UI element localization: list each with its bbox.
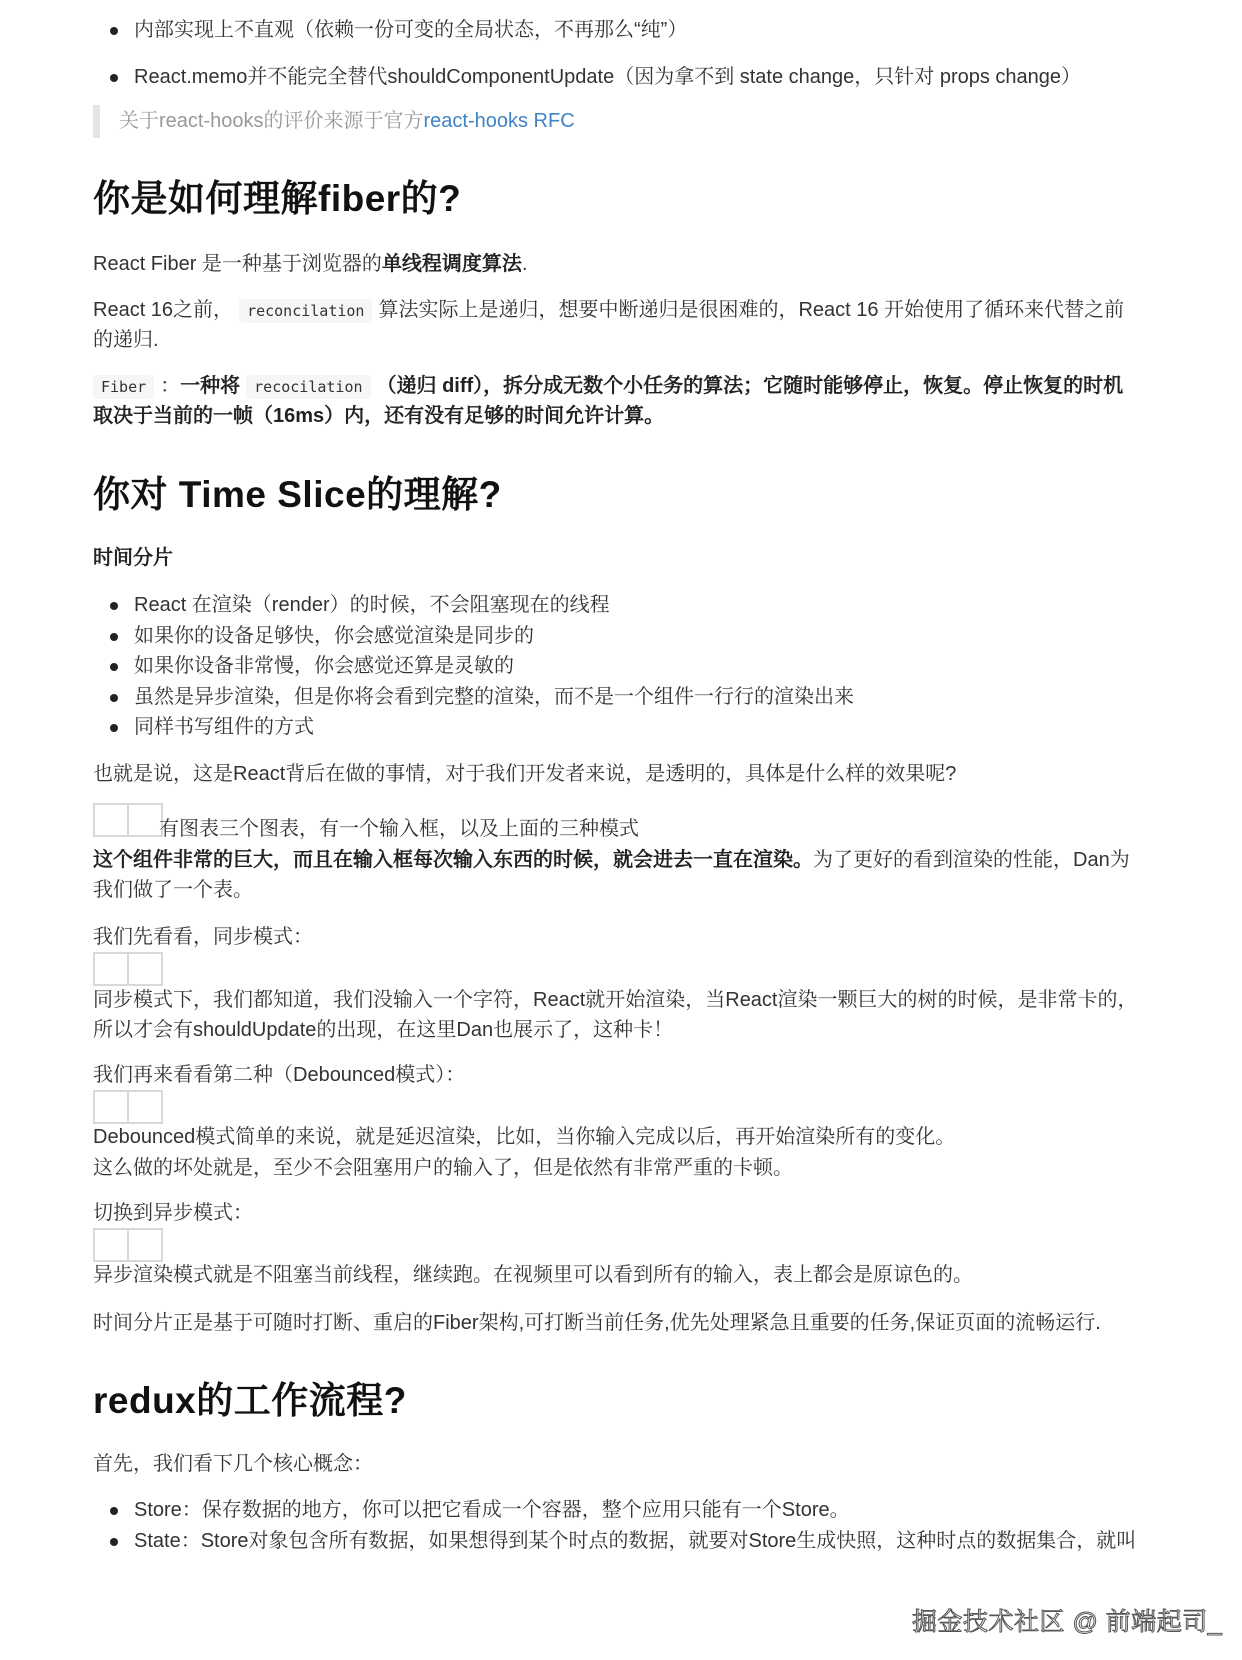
paragraph-redux-intro: 首先，我们看下几个核心概念： bbox=[93, 1453, 373, 1475]
text: React 16之前， bbox=[93, 299, 234, 321]
paragraph-huge-component-line2: 我们做了一个表。 bbox=[93, 879, 253, 901]
bold-text: 这个组件非常的巨大，而且在输入框每次输入东西的时候，就会进去一直在渲染。 bbox=[93, 849, 813, 871]
inline-code: Fiber bbox=[93, 375, 154, 399]
list-item bbox=[93, 681, 854, 713]
list-item-text: 如果你设备非常慢，你会感觉还算是灵敏的 bbox=[134, 655, 514, 677]
paragraph-react16 bbox=[93, 294, 1124, 327]
broken-image-placeholder bbox=[93, 952, 163, 986]
list-item-text: 同样书写组件的方式 bbox=[134, 716, 314, 738]
subheading-time-slicing: 时间分片 bbox=[93, 547, 173, 569]
text: . bbox=[521, 253, 528, 275]
list-item bbox=[93, 620, 534, 652]
watermark: 掘金技术社区 @ 前端起司_ bbox=[912, 1608, 1223, 1636]
blockquote-text: 关于react-hooks的评价来源于官方 bbox=[119, 110, 424, 132]
heading-fiber: 你是如何理解fiber的? bbox=[93, 178, 462, 219]
paragraph-debounced-line1: Debounced模式简单的来说，就是延迟渲染，比如，当你输入完成以后，再开始渲染所有的变化。 bbox=[93, 1126, 956, 1148]
list-item bbox=[93, 1494, 850, 1526]
blockquote bbox=[119, 105, 575, 137]
paragraph-react16-line2: 的递归. bbox=[93, 329, 159, 351]
list-item bbox=[93, 711, 314, 743]
list-item bbox=[93, 650, 514, 682]
paragraph-async-title: 切换到异步模式： bbox=[93, 1202, 253, 1224]
bold-text: （递归 diff），拆分成无数个小任务的算法；它随时能够停止，恢复。停止恢复的时机 bbox=[376, 375, 1124, 397]
text: ： bbox=[160, 375, 181, 397]
paragraph-fiber-desc-line2: 取决于当前的一帧（16ms）内，还有没有足够的时间允许计算。 bbox=[93, 405, 665, 427]
broken-image-placeholder bbox=[93, 803, 163, 837]
paragraph-sync-line1: 同步模式下，我们都知道，我们没输入一个字符，React就开始渲染，当React渲染一颗巨大的树的时候，是非常卡的， bbox=[93, 989, 1138, 1011]
paragraph-intro: 也就是说，这是React背后在做的事情，对于我们开发者来说，是透明的，具体是什么样的效果呢? bbox=[93, 763, 957, 785]
text: 为了更好的看到渲染的性能，Dan为 bbox=[813, 849, 1130, 871]
paragraph-sync-line2: 所以才会有shouldUpdate的出现，在这里Dan也展示了，这种卡！ bbox=[93, 1019, 674, 1041]
bold-text: 单线程调度算法 bbox=[381, 253, 522, 275]
paragraph-debounced-line2: 这么做的坏处就是，至少不会阻塞用户的输入了，但是依然有非常严重的卡顿。 bbox=[93, 1157, 793, 1179]
paragraph-debounced-title: 我们再来看看第二种（Debounced模式）： bbox=[93, 1064, 466, 1086]
paragraph-fiber-definition bbox=[93, 248, 528, 280]
list-item-text: 虽然是异步渲染，但是你将会看到完整的渲染，而不是一个组件一行行的渲染出来 bbox=[134, 686, 854, 708]
text: 算法实际上是递归，想要中断递归是很困难的，React 16 开始使用了循环来代替之前 bbox=[378, 299, 1125, 321]
list-item-text: Store：保存数据的地方，你可以把它看成一个容器，整个应用只能有一个Store。 bbox=[134, 1499, 850, 1521]
paragraph-summary: 时间分片正是基于可随时打断、重启的Fiber架构,可打断当前任务,优先处理紧急且重要的任务,保证页面的流畅运行. bbox=[93, 1312, 1101, 1334]
heading-timeslice: 你对 Time Slice的理解? bbox=[93, 474, 502, 515]
list-item bbox=[93, 1525, 1136, 1557]
text: React Fiber 是一种基于浏览器的 bbox=[93, 253, 382, 275]
bold-text: 一种将 bbox=[180, 375, 241, 397]
list-item bbox=[93, 14, 687, 46]
list-item-text: 如果你的设备足够快，你会感觉渲染是同步的 bbox=[134, 625, 534, 647]
paragraph-huge-component bbox=[93, 844, 1130, 876]
paragraph-fiber-desc bbox=[93, 370, 1123, 403]
list-item-text: React.memo并不能完全替代shouldComponentUpdate（因为拿不到 state change，只针对 props change） bbox=[134, 66, 1082, 88]
list-item-text: React 在渲染（render）的时候，不会阻塞现在的线程 bbox=[134, 594, 610, 616]
broken-image-placeholder bbox=[93, 1228, 163, 1262]
paragraph-async-line1: 异步渲染模式就是不阻塞当前线程，继续跑。在视频里可以看到所有的输入，表上都会是原谅色的。 bbox=[93, 1264, 973, 1286]
heading-redux: redux的工作流程? bbox=[93, 1380, 407, 1421]
list-item bbox=[93, 589, 610, 621]
inline-code: recocilation bbox=[246, 375, 370, 399]
rfc-link[interactable]: react-hooks RFC bbox=[423, 110, 575, 132]
list-item-text: 内部实现上不直观（依赖一份可变的全局状态，不再那么“纯”） bbox=[134, 19, 688, 41]
broken-image-placeholder bbox=[93, 1090, 163, 1124]
inline-code: reconcilation bbox=[239, 299, 372, 323]
list-item-text: State：Store对象包含所有数据，如果想得到某个时点的数据，就要对Store生成快照，这种时点的数据集合，就叫 bbox=[134, 1530, 1137, 1552]
paragraph-sync-title: 我们先看看，同步模式： bbox=[93, 926, 313, 948]
list-item bbox=[93, 61, 1081, 93]
paragraph-charts: 有图表三个图表，有一个输入框，以及上面的三种模式 bbox=[159, 818, 639, 840]
blockquote-bar bbox=[93, 105, 100, 138]
